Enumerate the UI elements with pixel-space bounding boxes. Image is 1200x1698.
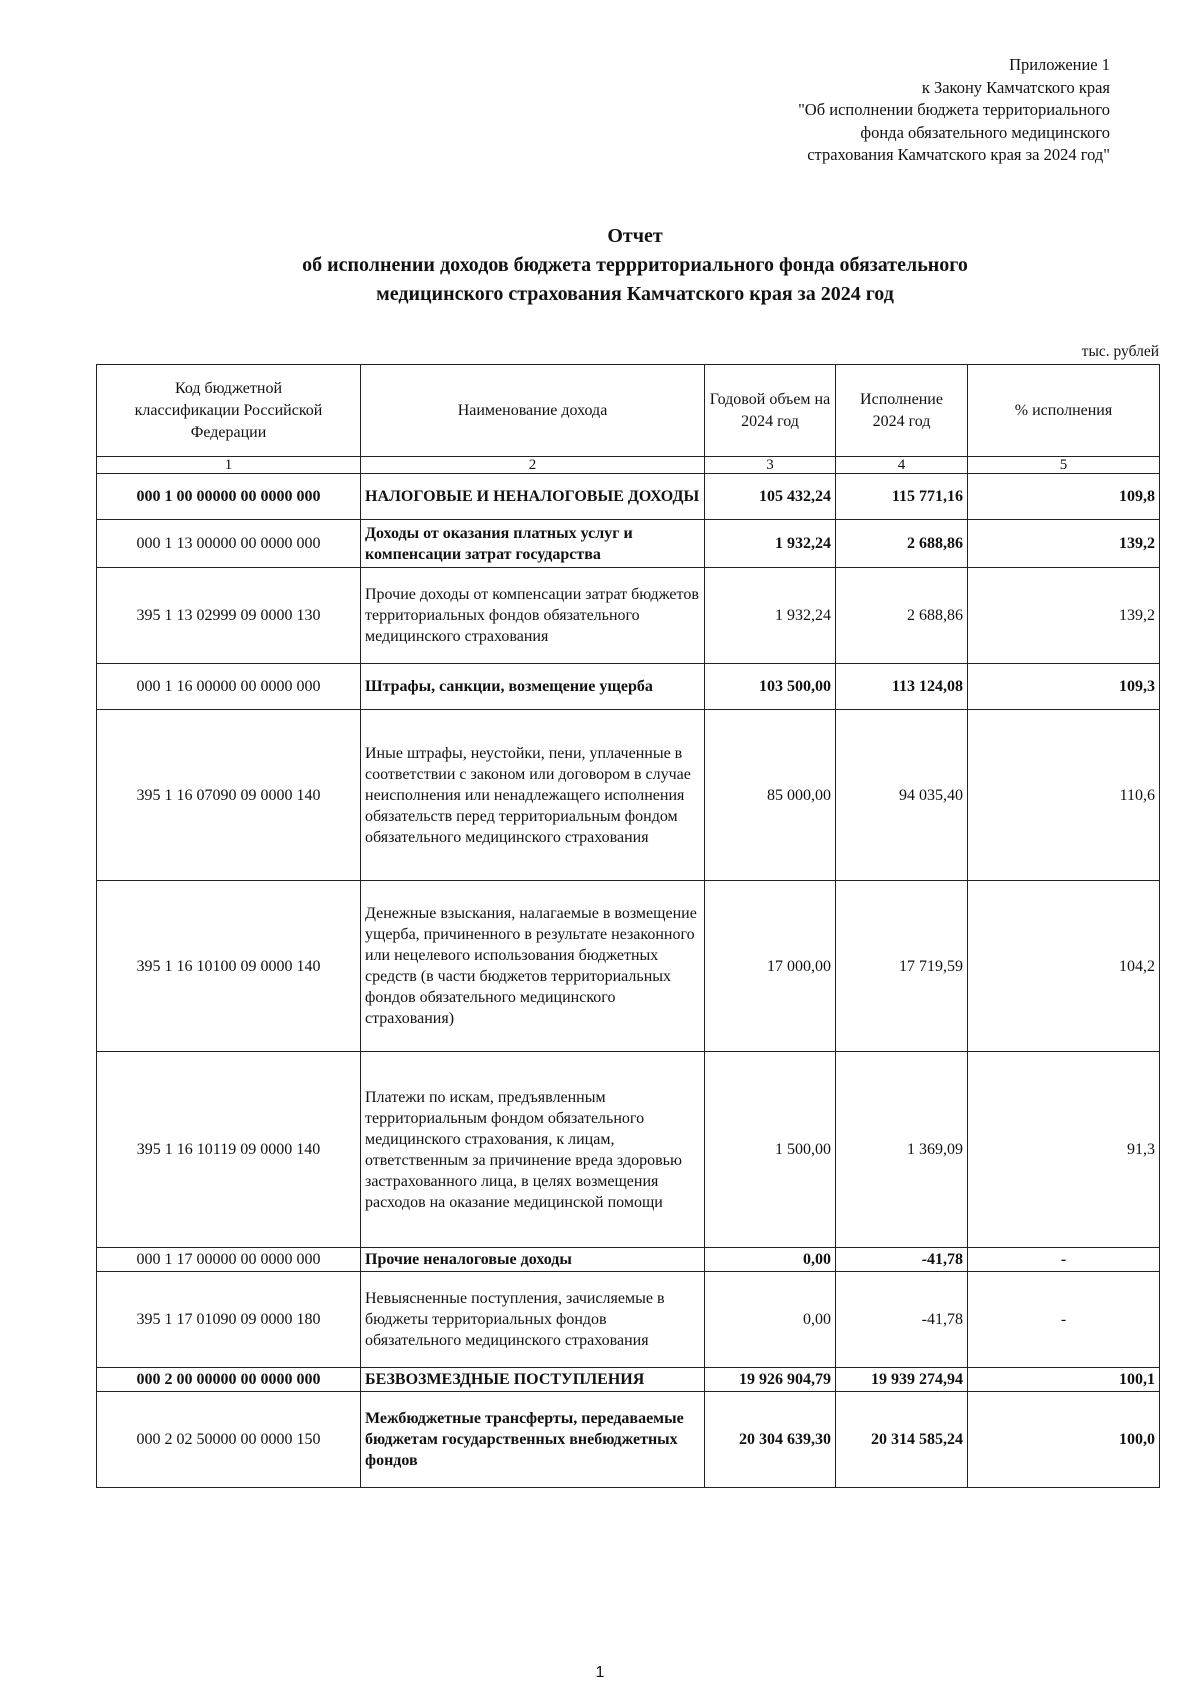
row-name: Межбюджетные трансферты, передаваемые бюджетам государственных внебюджетных фондов xyxy=(361,1392,705,1488)
row-name: НАЛОГОВЫЕ И НЕНАЛОГОВЫЕ ДОХОДЫ xyxy=(361,474,705,520)
table-row xyxy=(97,1272,1160,1368)
row-plan: 1 932,24 xyxy=(705,568,836,664)
row-fact: -41,78 xyxy=(836,1248,968,1272)
row-pct: 139,2 xyxy=(968,520,1160,568)
row-plan: 17 000,00 xyxy=(705,881,836,1052)
table-row xyxy=(97,881,1160,1052)
row-name: Иные штрафы, неустойки, пени, уплаченные в соответствии с законом или договором в случае неисполнения или ненадлежащего исполнения обязательств перед территориальным фондом обязательного медицинского страхования xyxy=(361,710,705,881)
row-name: Прочие доходы от компенсации затрат бюджетов территориальных фондов обязательного медицинского страхования xyxy=(361,568,705,664)
table-header-row xyxy=(97,365,1160,457)
row-code: 000 2 00 00000 00 0000 000 xyxy=(97,1368,361,1392)
report-title xyxy=(100,222,1170,309)
row-name: Штрафы, санкции, возмещение ущерба xyxy=(361,664,705,710)
row-fact: 2 688,86 xyxy=(836,568,968,664)
row-name: Платежи по искам, предъявленным территориальным фондом обязательного медицинского страхования, к лицам, ответственным за причинение вреда здоровью застрахованного лица, в целях возмещения расходов на оказание медицинской помощи xyxy=(361,1052,705,1248)
row-code: 000 1 17 00000 00 0000 000 xyxy=(97,1248,361,1272)
title-line-1: Отчет xyxy=(607,225,663,247)
row-fact: 113 124,08 xyxy=(836,664,968,710)
row-plan: 105 432,24 xyxy=(705,474,836,520)
row-code: 395 1 13 02999 09 0000 130 xyxy=(97,568,361,664)
table-row xyxy=(97,1052,1160,1248)
row-code: 000 1 00 00000 00 0000 000 xyxy=(97,474,361,520)
row-name: БЕЗВОЗМЕЗДНЫЕ ПОСТУПЛЕНИЯ xyxy=(361,1368,705,1392)
table-row xyxy=(97,664,1160,710)
row-pct: 109,3 xyxy=(968,664,1160,710)
row-pct: 100,0 xyxy=(968,1392,1160,1488)
row-pct: 91,3 xyxy=(968,1052,1160,1248)
row-code: 395 1 16 07090 09 0000 140 xyxy=(97,710,361,881)
column-number: 2 xyxy=(361,457,705,474)
appendix-line-3: "Об исполнении бюджета территориального xyxy=(798,100,1110,119)
row-pct: - xyxy=(968,1272,1160,1368)
row-name: Прочие неналоговые доходы xyxy=(361,1248,705,1272)
row-plan: 103 500,00 xyxy=(705,664,836,710)
table-row xyxy=(97,568,1160,664)
row-plan: 0,00 xyxy=(705,1272,836,1368)
row-fact: 115 771,16 xyxy=(836,474,968,520)
row-pct: - xyxy=(968,1248,1160,1272)
header-fact: Исполнение 2024 год xyxy=(836,365,968,457)
row-fact: 17 719,59 xyxy=(836,881,968,1052)
appendix-line-4: фонда обязательного медицинского xyxy=(860,122,1110,142)
row-pct: 104,2 xyxy=(968,881,1160,1052)
title-line-3: медицинского страхования Камчатского края за 2024 год xyxy=(376,283,894,305)
row-pct: 100,1 xyxy=(968,1368,1160,1392)
table-row xyxy=(97,1368,1160,1392)
row-plan: 1 932,24 xyxy=(705,520,836,568)
row-plan: 19 926 904,79 xyxy=(705,1368,836,1392)
appendix-block xyxy=(550,54,1110,167)
row-code: 395 1 16 10119 09 0000 140 xyxy=(97,1052,361,1248)
row-plan: 20 304 639,30 xyxy=(705,1392,836,1488)
row-pct: 110,6 xyxy=(968,710,1160,881)
row-fact: 94 035,40 xyxy=(836,710,968,881)
row-code: 395 1 17 01090 09 0000 180 xyxy=(97,1272,361,1368)
title-line-2: об исполнении доходов бюджета террриториального фонда обязательного xyxy=(302,254,968,276)
page-number: 1 xyxy=(595,1664,605,1681)
row-fact: 2 688,86 xyxy=(836,520,968,568)
column-number: 4 xyxy=(836,457,968,474)
table-row xyxy=(97,474,1160,520)
column-number-row xyxy=(97,457,1160,474)
row-pct: 139,2 xyxy=(968,568,1160,664)
column-number: 5 xyxy=(968,457,1160,474)
header-name: Наименование дохода xyxy=(361,365,705,457)
table-row xyxy=(97,1392,1160,1488)
header-plan: Годовой объем на 2024 год xyxy=(705,365,836,457)
appendix-line-1: Приложение 1 xyxy=(1009,55,1110,74)
row-plan: 85 000,00 xyxy=(705,710,836,881)
row-code: 000 2 02 50000 00 0000 150 xyxy=(97,1392,361,1488)
appendix-line-5: страхования Камчатского края за 2024 год" xyxy=(807,145,1110,164)
row-fact: 19 939 274,94 xyxy=(836,1368,968,1392)
row-pct: 109,8 xyxy=(968,474,1160,520)
appendix-line-2: к Закону Камчатского края xyxy=(921,77,1110,97)
table-row xyxy=(97,710,1160,881)
table-row xyxy=(97,520,1160,568)
row-plan: 1 500,00 xyxy=(705,1052,836,1248)
row-plan: 0,00 xyxy=(705,1248,836,1272)
row-code: 395 1 16 10100 09 0000 140 xyxy=(97,881,361,1052)
row-name: Невыясненные поступления, зачисляемые в бюджеты территориальных фондов обязательного медицинского страхования xyxy=(361,1272,705,1368)
row-fact: 1 369,09 xyxy=(836,1052,968,1248)
units-label: тыс. рублей xyxy=(1081,343,1159,360)
header-pct: % исполнения xyxy=(968,365,1160,457)
row-fact: 20 314 585,24 xyxy=(836,1392,968,1488)
header-code: Код бюджетной классификации Российской Федерации xyxy=(97,365,361,457)
revenue-table xyxy=(96,364,1160,1488)
row-name: Доходы от оказания платных услуг и компенсации затрат государства xyxy=(361,520,705,568)
row-name: Денежные взыскания, налагаемые в возмещение ущерба, причиненного в результате незаконного или нецелевого использования бюджетных средств (в части бюджетов территориальных фондов обязательного медицинского страхования) xyxy=(361,881,705,1052)
row-code: 000 1 16 00000 00 0000 000 xyxy=(97,664,361,710)
column-number: 3 xyxy=(705,457,836,474)
row-fact: -41,78 xyxy=(836,1272,968,1368)
table-row xyxy=(97,1248,1160,1272)
row-code: 000 1 13 00000 00 0000 000 xyxy=(97,520,361,568)
column-number: 1 xyxy=(97,457,361,474)
